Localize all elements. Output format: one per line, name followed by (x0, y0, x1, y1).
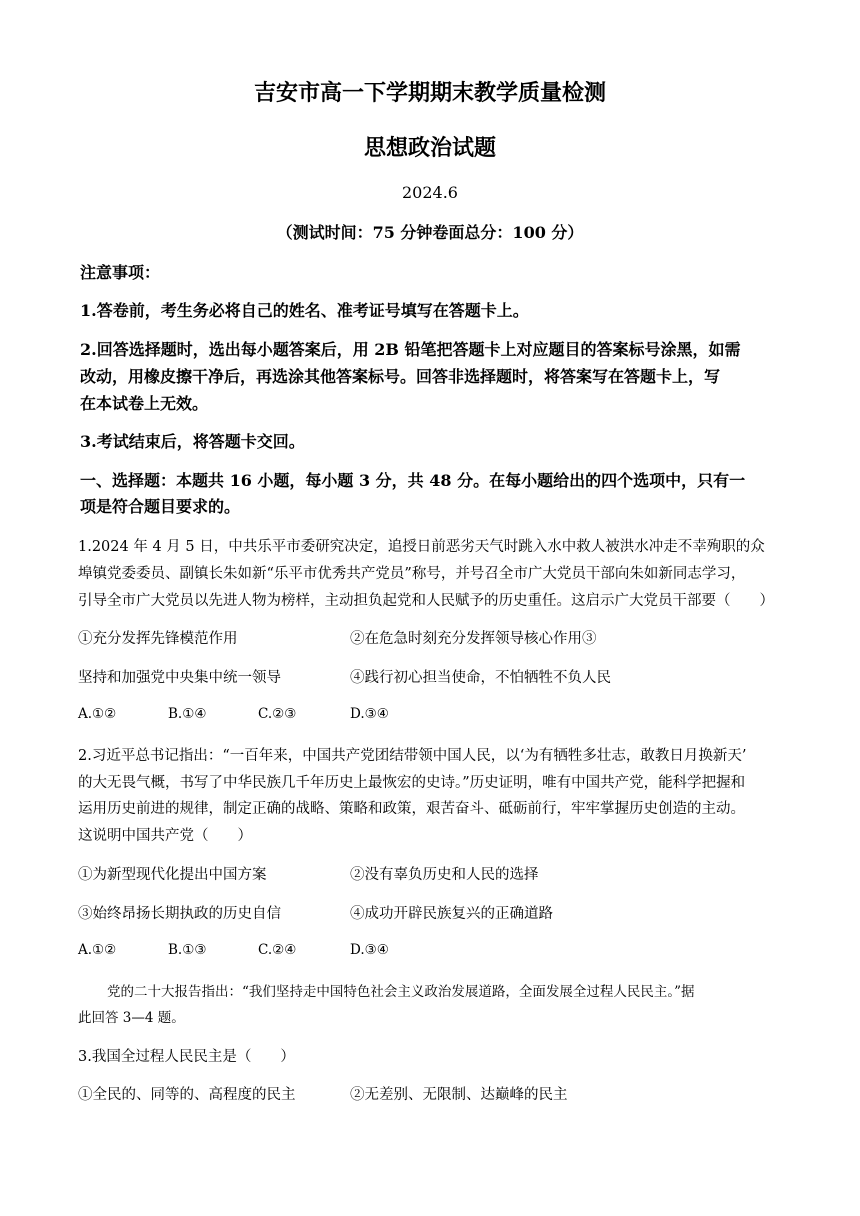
exam-title: 吉安市高一下学期期末教学质量检测 (253, 80, 606, 106)
notice-item-2-line-2: 改动，用橡皮擦干净后，再选涂其他答案标号。回答非选择题时，将答案写在答题卡上，写 (80, 367, 721, 386)
q2-option-4: ④成功开辟民族复兴的正确道路 (350, 906, 553, 922)
q3-stem: 3.我国全过程人民民主是（ ） (78, 1049, 295, 1065)
q2-choice-d: D.③④ (350, 942, 389, 958)
q1-option-4: ④践行初心担当使命，不怕牺牲不负人民 (350, 670, 611, 686)
q3-option-2: ②无差别、无限制、达巅峰的民主 (350, 1087, 568, 1103)
exam-subtitle: 思想政治试题 (363, 135, 496, 161)
q1-option-2: ②在危急时刻充分发挥领导核心作用③ (350, 631, 597, 647)
q1-stem-line-3: 引导全市广大党员以先进人物为榜样，主动担负起党和人民赋予的历史重任。这启示广大党员干部要（ ） (78, 593, 774, 609)
section-1-heading-line-1: 一、选择题：本题共 16 小题，每小题 3 分，共 48 分。在每小题给出的四个选项中，只有一 (80, 471, 746, 490)
q2-option-2: ②没有辜负历史和人民的选择 (350, 867, 539, 883)
q2-stem-line-2: 的大无畏气概，书写了中华民族几千年历史上最恢宏的史诗。”历史证明，唯有中国共产党，能科学把握和 (78, 775, 746, 791)
q2-option-3: ③始终昂扬长期执政的历史自信 (78, 906, 281, 922)
q1-choice-c: C.②③ (258, 706, 297, 722)
q2-choice-b: B.①③ (168, 942, 207, 958)
section-1-heading-line-2: 项是符合题目要求的。 (80, 497, 241, 516)
notice-item-2-line-1: 2.回答选择题时，选出每小题答案后，用 2B 铅笔把答题卡上对应题目的答案标号涂黑，如需 (80, 340, 741, 359)
q1-choice-b: B.①④ (168, 706, 207, 722)
q3-option-1: ①全民的、同等的、高程度的民主 (78, 1087, 296, 1103)
exam-info: （测试时间：75 分钟卷面总分：100 分） (276, 223, 584, 242)
material-line-1: 党的二十大报告指出：“我们坚持走中国特色社会主义政治发展道路，全面发展全过程人民民主。”据 (107, 984, 695, 1000)
q2-choice-a: A.①② (78, 942, 117, 958)
q1-choice-a: A.①② (78, 706, 117, 722)
q1-choice-d: D.③④ (350, 706, 389, 722)
material-line-2: 此回答 3—4 题。 (78, 1010, 185, 1026)
q1-stem-line-1: 1.2024 年 4 月 5 日，中共乐平市委研究决定，追授日前恶劣天气时跳入水中救人被洪水冲走不幸殉职的众 (78, 539, 765, 555)
notice-item-2-line-3: 在本试卷上无效。 (80, 394, 209, 413)
notice-item-1: 1.答卷前，考生务必将自己的姓名、准考证号填写在答题卡上。 (80, 301, 529, 320)
q1-option-3: 坚持和加强党中央集中统一领导 (78, 670, 281, 686)
q1-stem-line-2: 埠镇党委委员、副镇长朱如新“乐平市优秀共产党员”称号，并号召全市广大党员干部向朱如新同志学习， (78, 566, 746, 582)
q2-choice-c: C.②④ (258, 942, 297, 958)
q2-stem-line-4: 这说明中国共产党（ ） (78, 828, 252, 844)
notice-heading: 注意事项： (80, 263, 161, 282)
q2-option-1: ①为新型现代化提出中国方案 (78, 867, 267, 883)
q2-stem-line-3: 运用历史前进的规律，制定正确的战略、策略和政策，艰苦奋斗、砥砺前行，牢牢掌握历史创造的主动。 (78, 801, 745, 817)
notice-item-3: 3.考试结束后，将答题卡交回。 (80, 432, 305, 451)
exam-date: 2024.6 (402, 183, 458, 202)
q2-stem-line-1: 2.习近平总书记指出：“一百年来，中国共产党团结带领中国人民，以‘为有牺牲多壮志，敢教日月换新天’ (78, 748, 747, 764)
q1-option-1: ①充分发挥先锋模范作用 (78, 631, 238, 647)
